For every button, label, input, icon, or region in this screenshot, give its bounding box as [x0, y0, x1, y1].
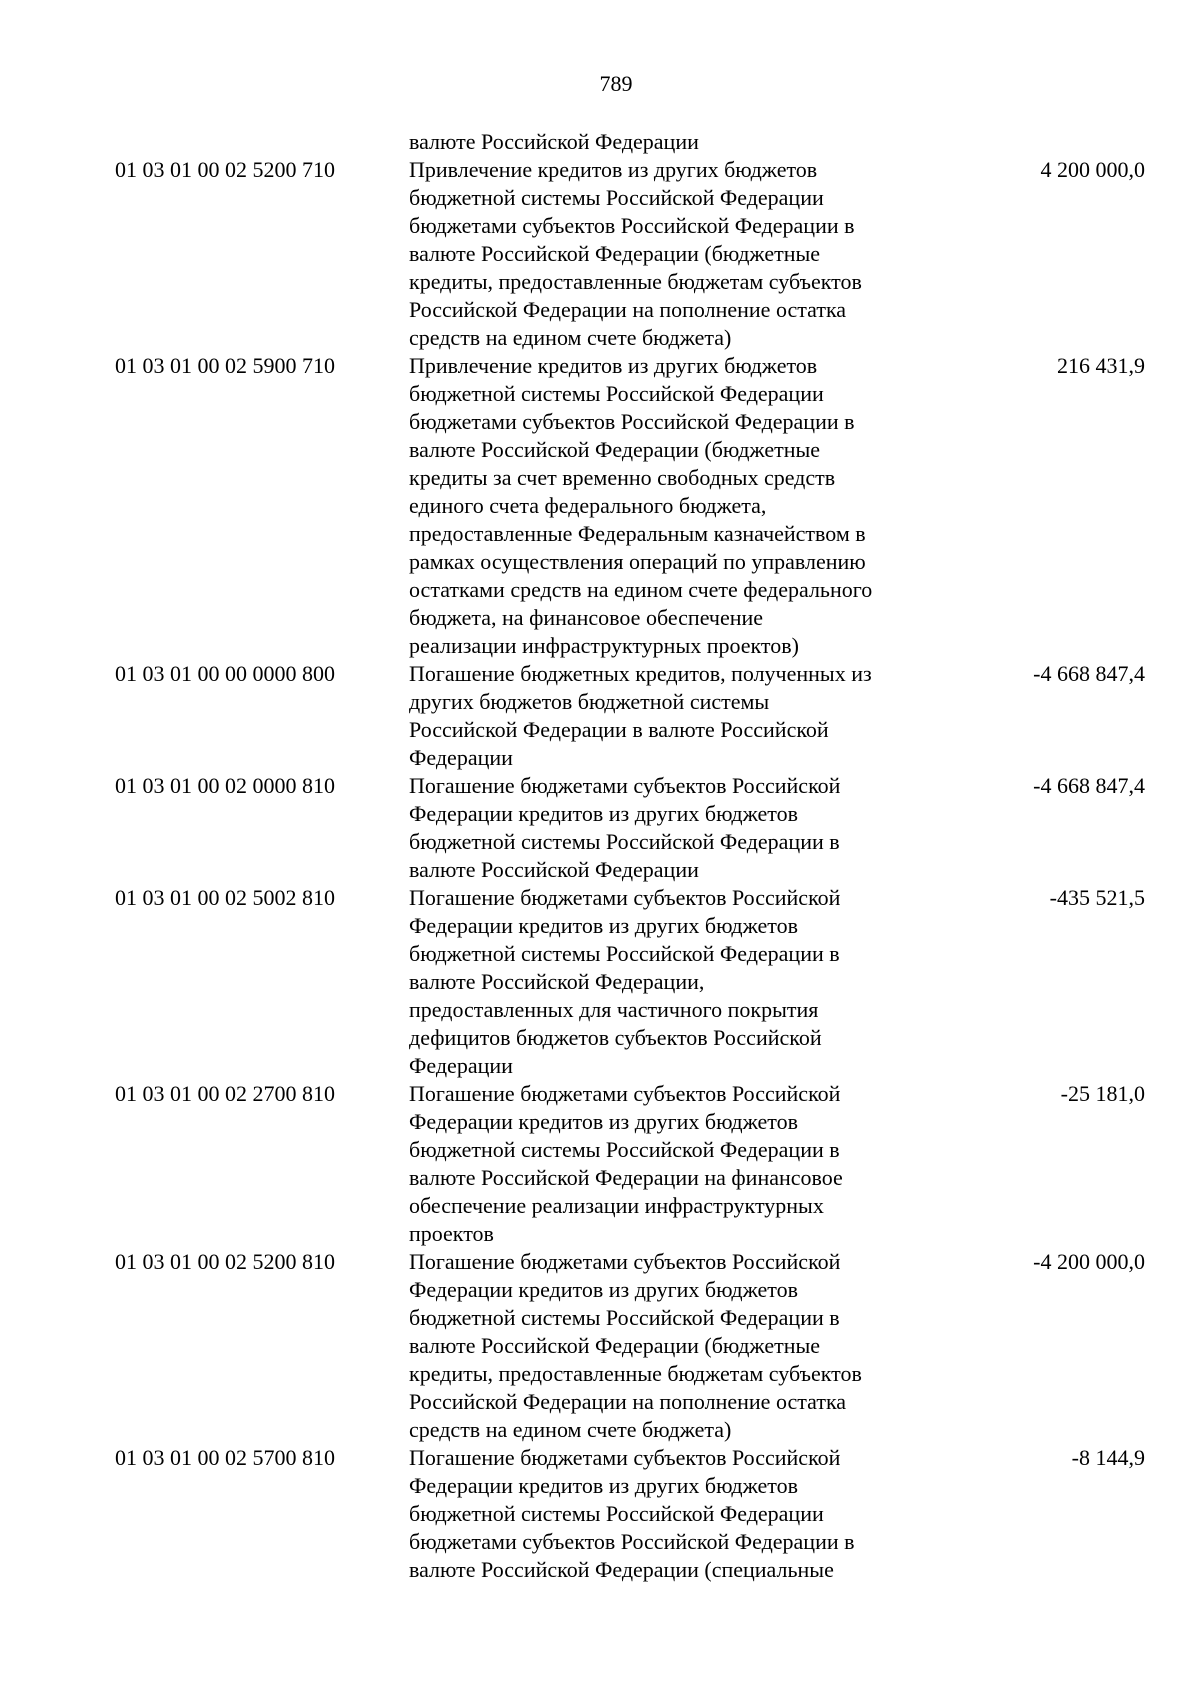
- row-description: Привлечение кредитов из других бюджетов бюджетной системы Российской Федерации бюджетами субъектов Российской Федерации в валюте Российской Федерации (бюджетные кредиты, предоставленные бюджетам субъектов Российской Федерации на пополнение остатка средств на едином счете бюджета): [409, 157, 862, 350]
- row-description: Погашение бюджетами субъектов Российской Федерации кредитов из других бюджетов бюджетной системы Российской Федерации в валюте Российской Федерации: [409, 773, 841, 882]
- row-amount: 4 200 000,0: [1040, 157, 1145, 182]
- row-description: Погашение бюджетами субъектов Российской Федерации кредитов из других бюджетов бюджетной системы Российской Федерации в валюте Российской Федерации (бюджетные кредиты, предоставленные бюджетам субъектов Российской Федерации на пополнение остатка средств на едином счете бюджета): [409, 1249, 862, 1442]
- budget-code: 01 03 01 00 00 0000 800: [115, 661, 335, 686]
- row-description: Погашение бюджетных кредитов, полученных из других бюджетов бюджетной системы Российской Федерации в валюте Российской Федерации: [409, 661, 872, 770]
- page-number: 789: [599, 71, 633, 96]
- table-row: [0, 772, 1200, 884]
- budget-code: 01 03 01 00 02 0000 810: [115, 773, 335, 798]
- table-row: [0, 1444, 1200, 1584]
- budget-code: 01 03 01 00 02 5200 810: [115, 1249, 335, 1274]
- row-description: Привлечение кредитов из других бюджетов бюджетной системы Российской Федерации бюджетами субъектов Российской Федерации в валюте Российской Федерации (бюджетные кредиты за счет временно свободных средств единого счета федерального бюджета, предоставленные Федеральным казначейством в рамках осуществления операций по управлению остатками средств на едином счете федерального бюджета, на финансовое обеспечение реализации инфраструктурных проектов): [409, 353, 873, 658]
- budget-code: 01 03 01 00 02 5900 710: [115, 353, 335, 378]
- row-description: Погашение бюджетами субъектов Российской Федерации кредитов из других бюджетов бюджетной системы Российской Федерации в валюте Российской Федерации, предоставленных для частичного покрытия дефицитов бюджетов субъектов Российской Федерации: [409, 885, 841, 1078]
- budget-code: 01 03 01 00 02 5002 810: [115, 885, 335, 910]
- table-row: [0, 156, 1200, 352]
- row-amount: 216 431,9: [1057, 353, 1145, 378]
- budget-code: 01 03 01 00 02 2700 810: [115, 1081, 335, 1106]
- table-row: [0, 884, 1200, 1080]
- budget-table: [0, 156, 1200, 1584]
- budget-code: 01 03 01 00 02 5200 710: [115, 157, 335, 182]
- row-amount: -8 144,9: [1071, 1445, 1145, 1470]
- table-row: [0, 660, 1200, 772]
- row-amount: -4 200 000,0: [1033, 1249, 1145, 1274]
- continuation-text: валюте Российской Федерации: [409, 129, 699, 154]
- row-amount: -25 181,0: [1060, 1081, 1145, 1106]
- table-row: [0, 1080, 1200, 1248]
- row-amount: -4 668 847,4: [1033, 661, 1145, 686]
- budget-code: 01 03 01 00 02 5700 810: [115, 1445, 335, 1470]
- table-row: [0, 1248, 1200, 1444]
- row-amount: -4 668 847,4: [1033, 773, 1145, 798]
- table-row: [0, 352, 1200, 660]
- row-description: Погашение бюджетами субъектов Российской Федерации кредитов из других бюджетов бюджетной системы Российской Федерации в валюте Российской Федерации на финансовое обеспечение реализации инфраструктурных проектов: [409, 1081, 843, 1246]
- row-amount: -435 521,5: [1049, 885, 1145, 910]
- row-description: Погашение бюджетами субъектов Российской Федерации кредитов из других бюджетов бюджетной системы Российской Федерации бюджетами субъектов Российской Федерации в валюте Российской Федерации (специальные: [409, 1445, 855, 1582]
